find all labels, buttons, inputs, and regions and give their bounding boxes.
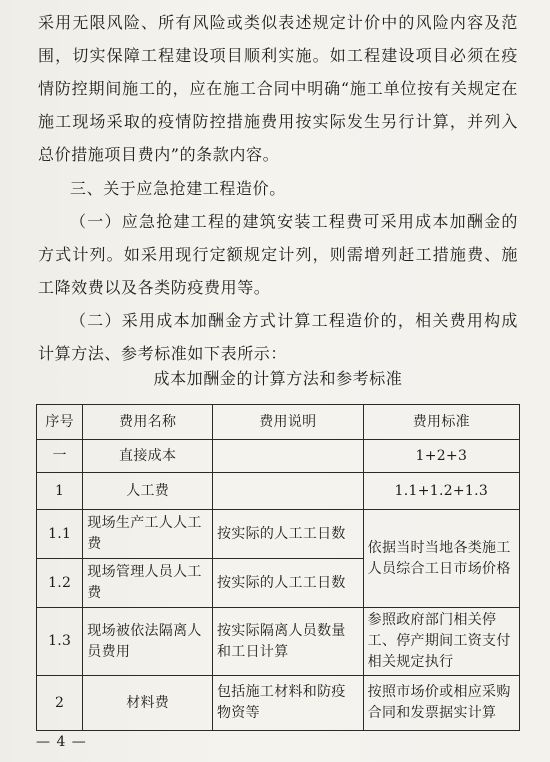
header-desc: 费用说明 — [213, 405, 364, 440]
cell-desc: 按实际的人工工日数 — [213, 510, 364, 559]
cell-std: 1.1+1.2+1.3 — [363, 473, 519, 510]
table-row — [37, 676, 520, 731]
cell-name: 材料费 — [83, 676, 213, 731]
cell-std: 1+2+3 — [363, 440, 519, 473]
header-no: 序号 — [37, 405, 83, 440]
cost-table — [36, 404, 520, 731]
cell-no: 1.2 — [37, 559, 83, 608]
table-row — [37, 440, 520, 473]
cell-no: 1.3 — [37, 608, 83, 676]
cell-no: 2 — [37, 676, 83, 731]
paragraph-emergency-2: （二）采用成本加酬金方式计算工程造价的，相关费用构成计算方法、参考标准如下表所示： — [38, 311, 518, 363]
paragraph-emergency-1: （一）应急抢建工程的建筑安装工程费可采用成本加酬金的方式计列。如采用现行定额规定计列，则需增列赶工措施费、施工降效费以及各类防疫费用等。 — [38, 212, 518, 297]
header-std: 费用标准 — [363, 405, 519, 440]
cell-name: 现场被依法隔离人员费用 — [83, 608, 213, 676]
header-name: 费用名称 — [83, 405, 213, 440]
cell-desc — [213, 440, 364, 473]
table-header-row — [37, 405, 520, 440]
cell-std-merged: 依据当时当地各类施工人员综合工日市场价格 — [363, 510, 519, 608]
cell-name: 现场管理人员人工费 — [83, 559, 213, 608]
paragraph-risk-clause: 采用无限风险、所有风险或类似表述规定计价中的风险内容及范围，切实保障工程建设项目顺利实施。如工程建设项目必须在疫情防控期间施工的，应在施工合同中明确“施工单位按有关规定在施工现场采取的疫情防控措施费用按实际发生另行计算，并列入总价措施项目费内”的条款内容。 — [38, 13, 518, 164]
cell-desc: 按实际隔离人员数量和工日计算 — [213, 608, 364, 676]
cell-no: 一 — [37, 440, 83, 473]
table-row — [37, 510, 520, 559]
table-row — [37, 608, 520, 676]
cell-std: 参照政府部门相关停工、停产期间工资支付相关规定执行 — [363, 608, 519, 676]
cell-desc: 按实际的人工工日数 — [213, 559, 364, 608]
cell-no: 1 — [37, 473, 83, 510]
page-number: — 4 — — [36, 734, 87, 750]
cell-no: 1.1 — [37, 510, 83, 559]
cell-desc: 包括施工材料和防疫物资等 — [213, 676, 364, 731]
cell-name: 直接成本 — [83, 440, 213, 473]
cell-name: 人工费 — [83, 473, 213, 510]
table-caption: 成本加酬金的计算方法和参考标准 — [153, 369, 403, 388]
cell-std: 按照市场价或相应采购合同和发票据实计算 — [363, 676, 519, 731]
table-row — [37, 473, 520, 510]
section-heading-emergency: 三、关于应急抢建工程造价。 — [70, 179, 286, 198]
cell-name: 现场生产工人人工费 — [83, 510, 213, 559]
cell-desc — [213, 473, 364, 510]
